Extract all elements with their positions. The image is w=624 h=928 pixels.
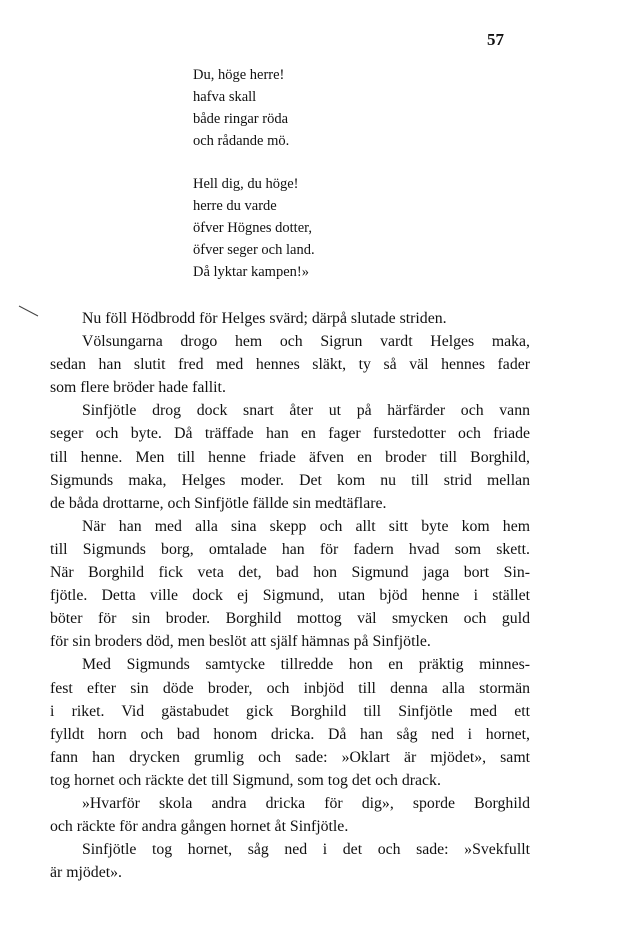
- poem: [193, 64, 453, 304]
- poem-line: herre du varde: [193, 198, 277, 214]
- text-line: för sin broders död, men beslöt att själf hämnas på Sinfjötle.: [50, 633, 431, 651]
- poem-line: öfver Högnes dotter,: [193, 220, 313, 236]
- text-line: i riket. Vid gästabudet gick Borghild till Sinfjötle med ett: [50, 702, 530, 720]
- poem-line: Hell dig, du höge!: [193, 176, 299, 192]
- text-line: fann han drycken grumlig och sade: »Oklart är mjödet», samt: [50, 748, 530, 766]
- text-line: till Sigmunds borg, omtalade han för fadern hvad som skett.: [50, 540, 530, 558]
- text-line: till henne. Men till henne friade äfven en broder till Borghild,: [50, 448, 530, 466]
- prose-text: [50, 307, 530, 884]
- poem-line: Då lyktar kampen!»: [193, 264, 309, 280]
- text-line: »Hvarför skola andra dricka för dig», sporde Borghild: [82, 794, 530, 812]
- text-line: När han med alla sina skepp och allt sitt byte kom hem: [82, 517, 530, 535]
- poem-stanza: [193, 173, 453, 283]
- text-line: Med Sigmunds samtycke tillredde hon en präktig minnes-: [82, 656, 530, 674]
- paragraph: [50, 330, 530, 399]
- text-line: tog hornet och räckte det till Sigmund, som tog det och drack.: [50, 771, 441, 789]
- text-line: Völsungarna drogo hem och Sigrun vardt Helges maka,: [82, 333, 530, 351]
- page-number: 57: [487, 30, 504, 49]
- text-line: Nu föll Hödbrodd för Helges svärd; därpå slutade striden.: [82, 310, 447, 327]
- text-line: böter för sin broder. Borghild mottog väl smycken och guld: [50, 610, 530, 628]
- text-line: fylldt horn och bad honom dricka. Då han såg ned i hornet,: [50, 725, 530, 743]
- text-line: När Borghild fick veta det, bad hon Sigmund jaga bort Sin-: [50, 564, 530, 582]
- poem-stanza: [193, 64, 453, 152]
- poem-line: öfver seger och land.: [193, 242, 315, 258]
- paragraph: [50, 792, 530, 838]
- text-line: fjötle. Detta ville dock ej Sigmund, utan bjöd henne i stället: [50, 587, 530, 605]
- poem-line: Du, höge herre!: [193, 67, 285, 83]
- text-line: sedan han slutit fred med hennes släkt, ty så väl hennes fader: [50, 356, 530, 374]
- text-line: Sinfjötle tog hornet, såg ned i det och sade: »Svekfullt: [82, 841, 530, 859]
- margin-pencil-mark: [18, 304, 40, 318]
- paragraph: [50, 307, 530, 330]
- text-line: är mjödet».: [50, 864, 122, 882]
- text-line: fest efter sin döde broder, och inbjöd till denna alla stormän: [50, 679, 530, 697]
- paragraph: [50, 515, 530, 654]
- poem-line: och rådande mö.: [193, 133, 290, 149]
- paragraph: [50, 399, 530, 514]
- paragraph: [50, 838, 530, 884]
- poem-line: hafva skall: [193, 89, 257, 105]
- text-line: de båda drottarne, och Sinfjötle fällde sin medtäflare.: [50, 494, 387, 512]
- paragraph: [50, 653, 530, 792]
- poem-line: både ringar röda: [193, 111, 289, 127]
- text-line: seger och byte. Då träffade han en fager furstedotter och friade: [50, 425, 530, 443]
- text-line: Sinfjötle drog dock snart åter ut på härfärder och vann: [82, 402, 530, 420]
- text-line: och räckte för andra gången hornet åt Sinfjötle.: [50, 818, 349, 836]
- text-line: Sigmunds maka, Helges moder. Det kom nu till strid mellan: [50, 471, 530, 489]
- text-line: som flere bröder hade fallit.: [50, 379, 226, 397]
